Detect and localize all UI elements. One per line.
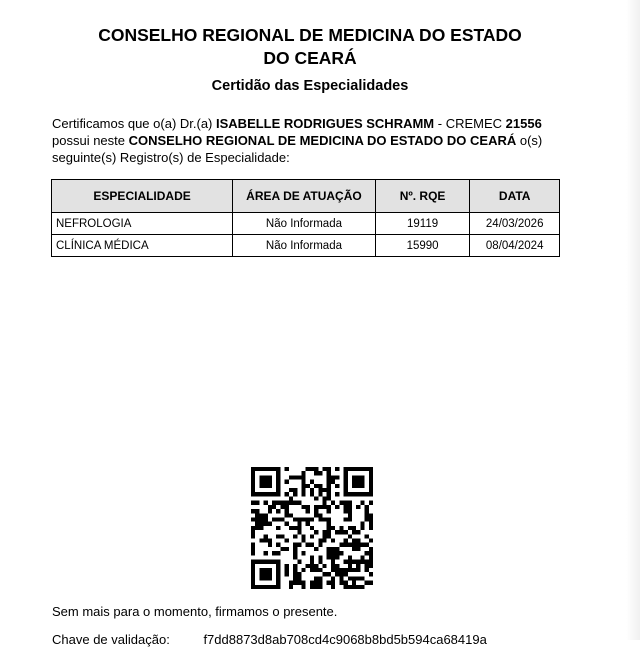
closing-text: Sem mais para o momento, firmamos o presente.: [52, 604, 338, 619]
header-data: DATA: [470, 180, 560, 213]
validation-label: Chave de validação:: [52, 632, 170, 647]
cell-area-atuacao: Não Informada: [233, 213, 376, 235]
registry-number: 21556: [505, 116, 542, 131]
cert-line-2: [52, 132, 592, 149]
title-line-1: CONSELHO REGIONAL DE MEDICINA DO ESTADO: [98, 25, 522, 45]
header-especialidade: ESPECIALIDADE: [52, 180, 233, 213]
cert-prefix: Certificamos que o(a) Dr.(a): [52, 116, 213, 131]
header-rqe: Nº. RQE: [375, 180, 470, 213]
cell-especialidade: NEFROLOGIA: [52, 213, 233, 235]
document-subtitle: Certidão das Especialidades: [211, 78, 409, 94]
cell-rqe: 15990: [375, 235, 470, 257]
title-line-2: DO CEARÁ: [263, 48, 357, 68]
table-header-row: [52, 180, 560, 213]
cell-data: 08/04/2024: [470, 235, 560, 257]
specialties-table: [51, 179, 560, 257]
cert-line-3: seguinte(s) Registro(s) de Especialidade:: [52, 150, 290, 165]
cert-line-1: [52, 115, 592, 132]
qr-modules: [251, 467, 373, 589]
page-edge-shadow: [626, 0, 640, 640]
registry-label: - CREMEC: [437, 116, 503, 131]
cell-area-atuacao: Não Informada: [233, 235, 376, 257]
cell-rqe: 19119: [375, 213, 470, 235]
table-row: [52, 235, 560, 257]
doctor-name: ISABELLE RODRIGUES SCHRAMM: [216, 116, 435, 131]
cell-data: 24/03/2026: [470, 213, 560, 235]
cert-line2-suffix: o(s): [519, 133, 543, 148]
validation-key: f7dd8873d8ab708cd4c9068b8bd5b594ca68419a: [203, 632, 487, 647]
cert-line2-prefix: possui neste: [52, 133, 125, 148]
header-area-atuacao: ÁREA DE ATUAÇÃO: [233, 180, 376, 213]
council-name: CONSELHO REGIONAL DE MEDICINA DO ESTADO DO CEARÁ: [128, 133, 517, 148]
table-row: [52, 213, 560, 235]
certificate-text: [52, 115, 592, 166]
document-title: [60, 24, 560, 70]
qr-code-icon: [251, 467, 373, 589]
cell-especialidade: CLÍNICA MÉDICA: [52, 235, 233, 257]
